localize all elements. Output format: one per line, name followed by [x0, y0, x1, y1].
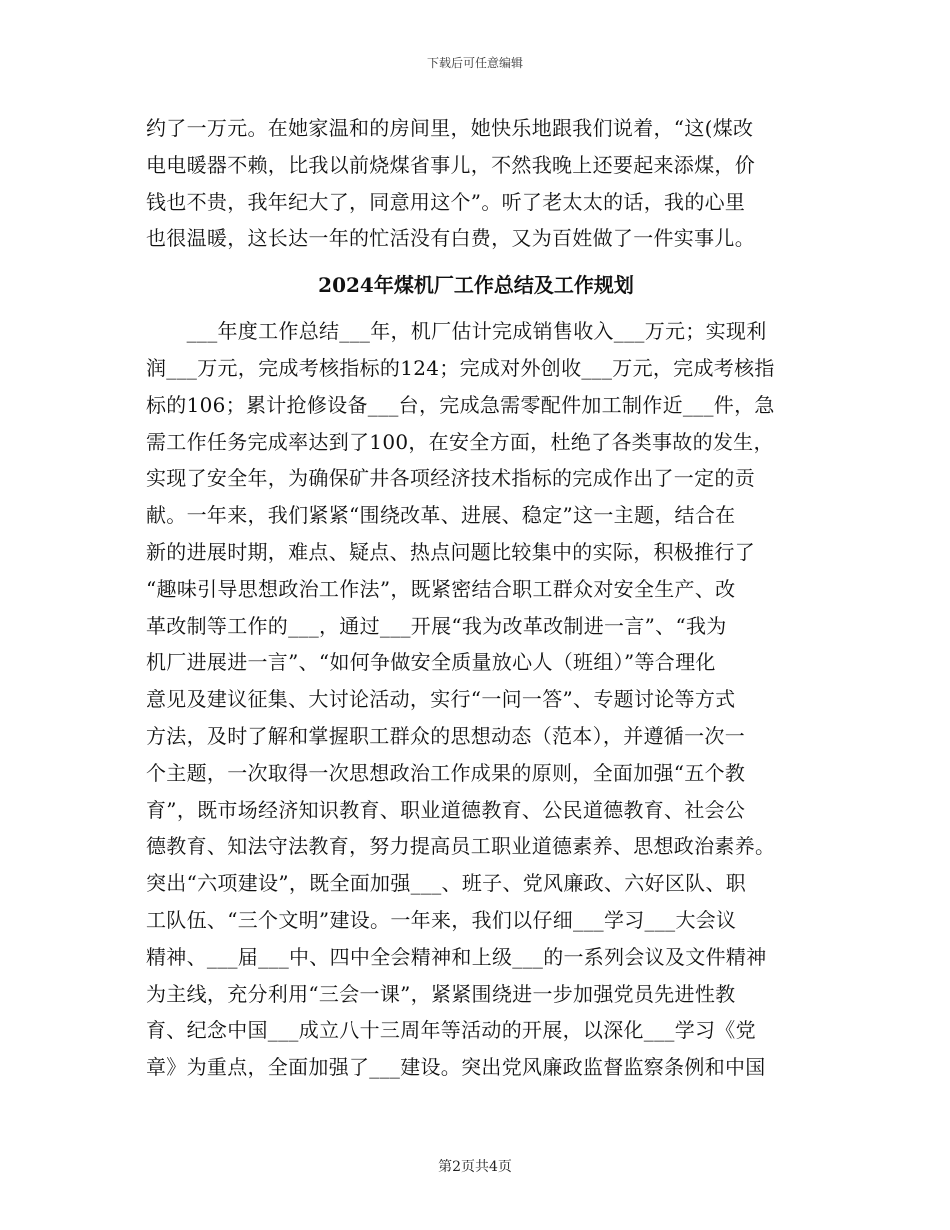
text-line: “趣味引导思想政治工作法”，既紧密结合职工群众对安全生产、改: [146, 576, 736, 601]
text-line: 标的106；累计抢修设备___台，完成急需零配件加工制作近___件，急: [146, 392, 775, 417]
text-line: 育、纪念中国___成立八十三周年等活动的开展，以深化___学习《党: [146, 1018, 756, 1043]
text-line: 章》为重点，全面加强了___建设。突出党风廉政监督监察条例和中国: [146, 1055, 766, 1080]
text-line: ___年度工作总结___年，机厂估计完成销售收入___万元；实现利: [146, 319, 767, 344]
text-line: 精神、___届___中、四中全会精神和上级___的一系列会议及文件精神: [146, 944, 767, 969]
text-line: 育”，既市场经济知识教育、职业道德教育、公民道德教育、社会公: [146, 797, 746, 822]
text-line: 为主线，充分利用“三会一课”，紧紧围绕进一步加强党员先进性教: [146, 981, 736, 1006]
section-title: 2024年煤机厂工作总结及工作规划: [318, 273, 634, 298]
text-line: 意见及建议征集、大讨论活动，实行“一问一答”、专题讨论等方式: [146, 687, 736, 712]
document-body: [146, 110, 806, 1086]
text-line: 钱也不贵，我年纪大了，同意用这个”。听了老太太的话，我的心里: [146, 189, 746, 214]
body-paragraph: [146, 313, 806, 1086]
text-line: 需工作任务完成率达到了100，在安全方面，杜绝了各类事故的发生，: [146, 429, 774, 454]
text-line: 润___万元，完成考核指标的124；完成对外创收___万元，完成考核指: [146, 355, 775, 380]
page-header: 下载后可任意编辑: [426, 56, 523, 70]
text-line: 机厂进展进一言”、“如何争做安全质量放心人（班组）”等合理化: [146, 650, 716, 675]
text-line: 方法，及时了解和掌握职工群众的思想动态（范本），并遵循一次一: [146, 723, 745, 748]
page-footer: 第2页共4页: [438, 1159, 512, 1175]
text-line: 献。一年来，我们紧紧“围绕改革、进展、稳定”这一主题，结合在: [146, 503, 736, 528]
text-line: 电电暖器不赖，比我以前烧煤省事儿，不然我晚上还要起来添煤，价: [146, 152, 755, 177]
text-line: 实现了安全年，为确保矿井各项经济技术指标的完成作出了一定的贡: [146, 466, 755, 491]
text-line: 也很温暖，这长达一年的忙活没有白费，又为百姓做了一件实事儿。: [146, 226, 755, 251]
text-line: 突出“六项建设”，既全面加强___、班子、党风廉政、六好区队、职: [146, 871, 747, 896]
text-line: 新的进展时期，难点、疑点、热点问题比较集中的实际，积极推行了: [146, 539, 755, 564]
text-line: 工队伍、“三个文明”建设。一年来，我们以仔细___学习___大会议: [146, 907, 737, 932]
continuation-paragraph: [146, 110, 806, 257]
text-line: 德教育、知法守法教育，努力提高员工职业道德素养、思想政治素养。: [146, 834, 776, 859]
text-line: 个主题，一次取得一次思想政治工作成果的原则，全面加强“五个教: [146, 760, 746, 785]
text-line: 约了一万元。在她家温和的房间里，她快乐地跟我们说着，“这(煤改: [146, 116, 754, 140]
text-line: 革改制等工作的___，通过___开展“我为改革改制进一言”、“我为: [146, 613, 727, 638]
